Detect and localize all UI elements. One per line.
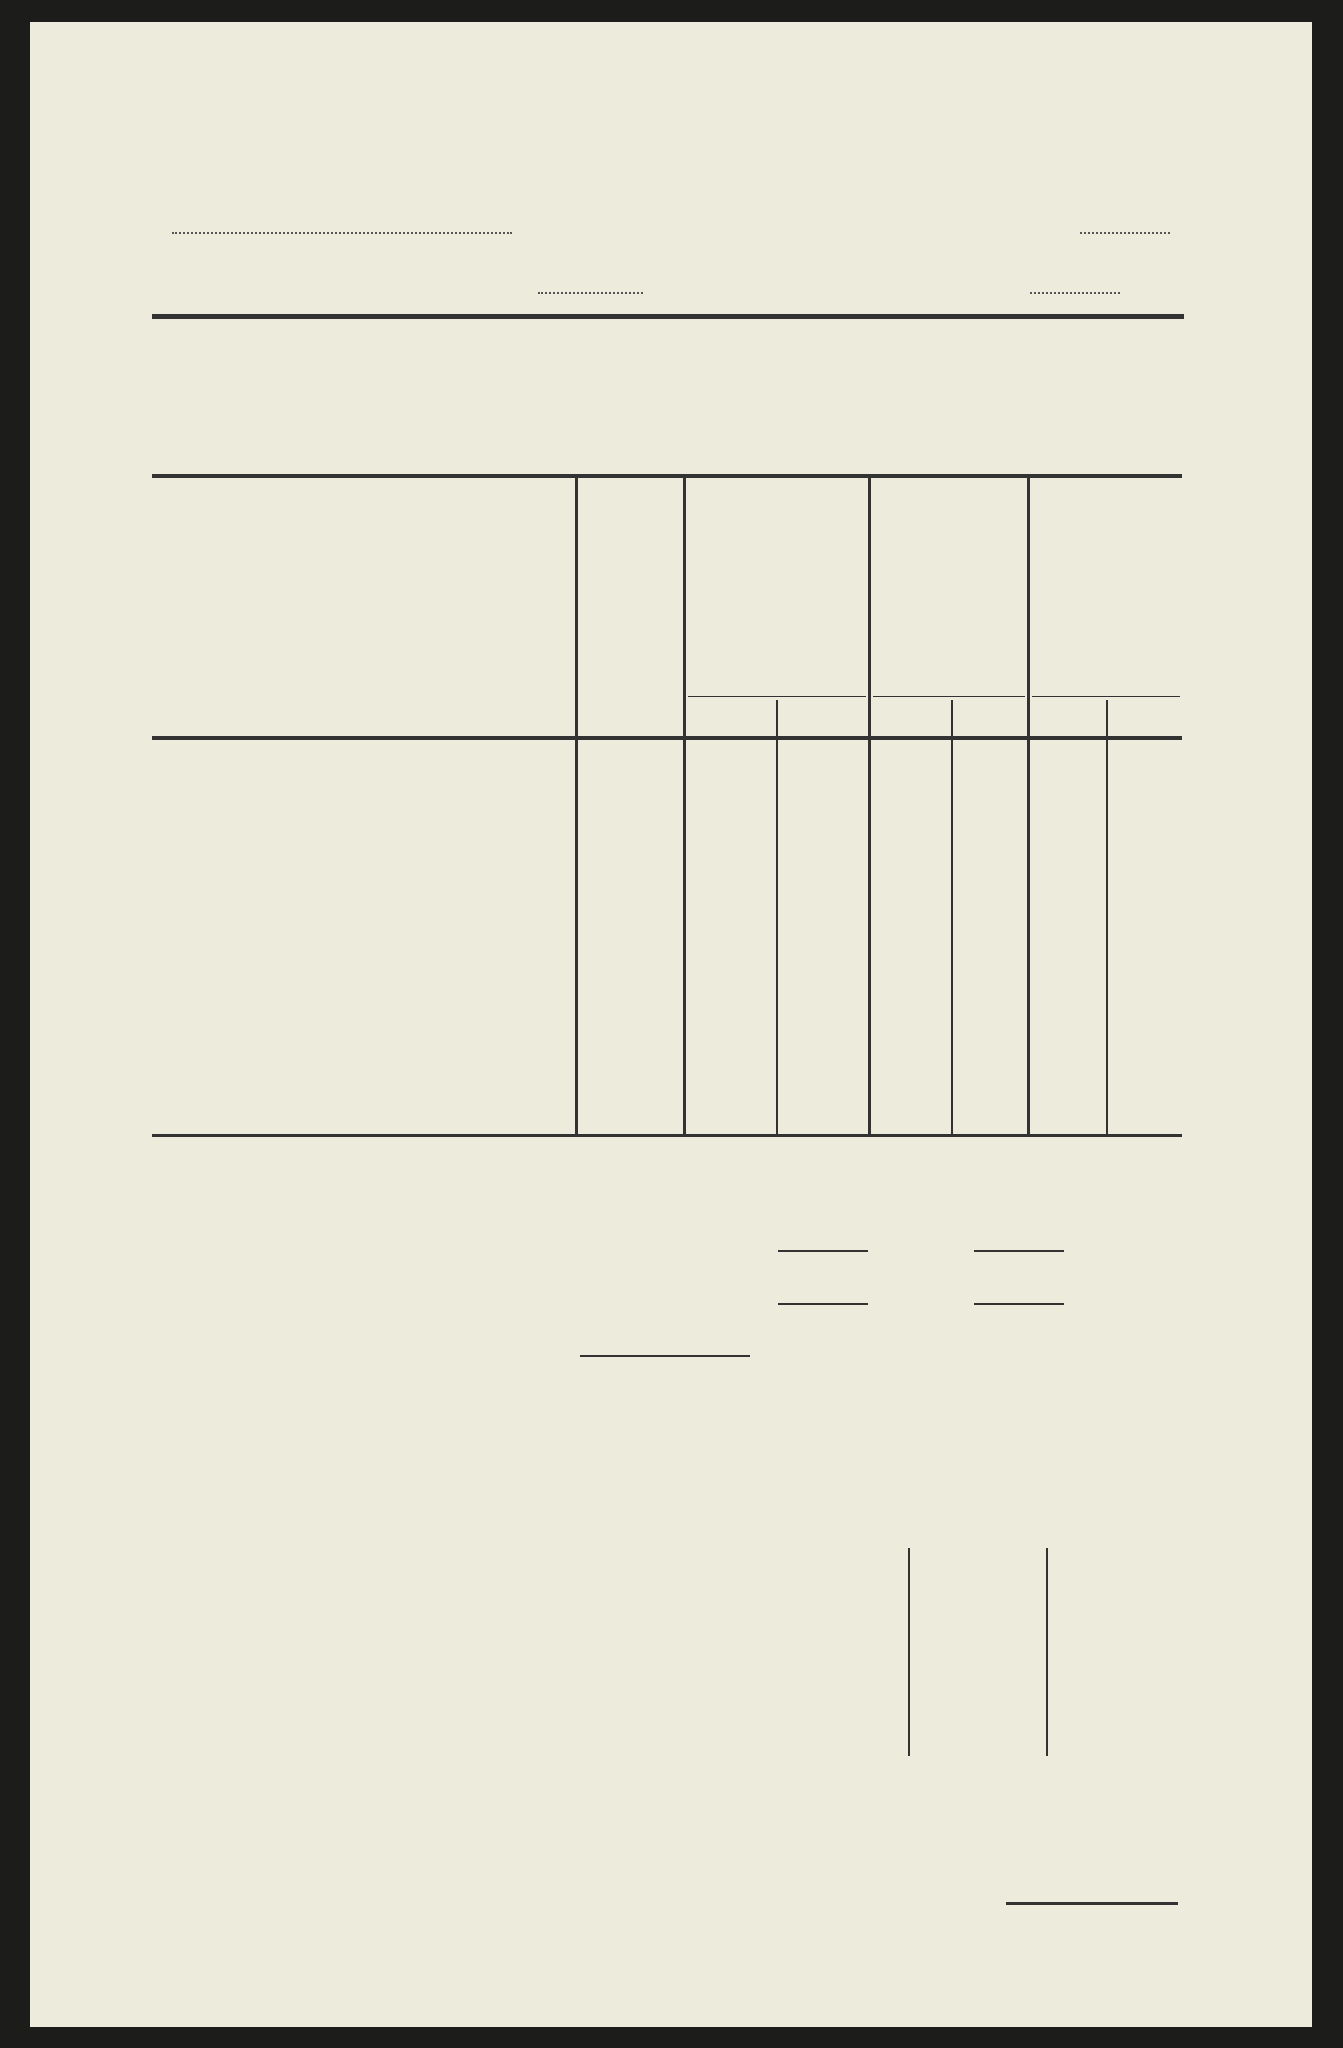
divider-b [1027,478,1030,1134]
tilstede-maend-rule [778,1250,868,1252]
hjemme-kvinder-rule [974,1303,1064,1305]
divider-num [683,478,686,1134]
mk-rule-c [1032,696,1180,697]
outbuildings-divider-1 [908,1548,910,1756]
hjemme-maend-rule [778,1303,868,1305]
husliste-dots [1080,232,1170,234]
personsedler-dots [1030,292,1120,294]
mk-rule-b [873,696,1025,697]
vend-rule [1006,1902,1178,1905]
divider-ck [1106,700,1108,1134]
outbuildings-divider-2 [1046,1548,1048,1756]
divider-bk [951,700,953,1134]
header-rule [152,314,1184,319]
tilstede-kvinder-rule [974,1250,1064,1252]
section-divider [580,1355,750,1357]
divider-a [868,478,871,1134]
table-bottom-rule [152,1134,1182,1137]
kreds-dots [538,292,643,294]
divider-ak [776,700,778,1134]
divider-name [575,478,578,1134]
mk-rule-a [688,696,866,697]
herred-dots [172,232,512,234]
census-form [30,22,1312,2027]
